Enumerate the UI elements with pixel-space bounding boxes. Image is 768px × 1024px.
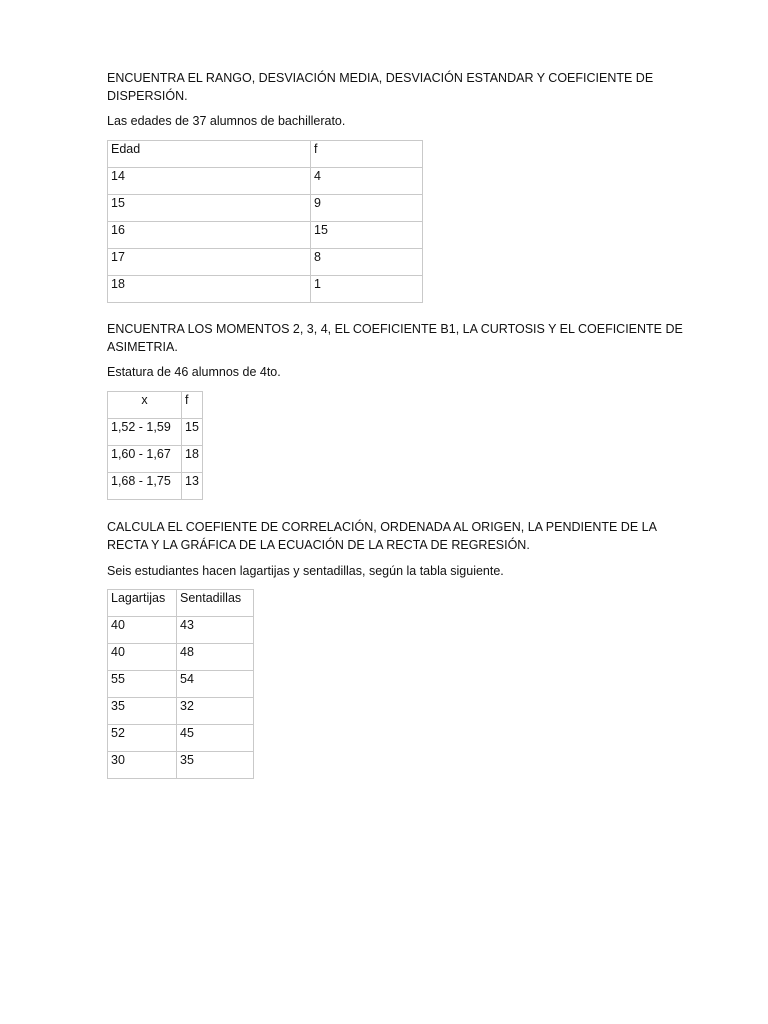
table-cell: 14: [108, 168, 311, 195]
table-cell: 1,52 - 1,59: [108, 419, 182, 446]
table-cell: 54: [177, 671, 254, 698]
table-cell: 18: [182, 446, 203, 473]
table-cell: 15: [108, 195, 311, 222]
table-cell: 35: [108, 698, 177, 725]
table-row: [108, 752, 254, 779]
table-cell: 15: [182, 419, 203, 446]
table-cell: 52: [108, 725, 177, 752]
table-cell: 17: [108, 249, 311, 276]
heights-table: [107, 391, 203, 500]
table-cell: 30: [108, 752, 177, 779]
section3-caption: Seis estudiantes hacen lagartijas y sentadillas, según la tabla siguiente.: [107, 564, 504, 578]
table-row: [108, 419, 203, 446]
table-row: [108, 473, 203, 500]
table-cell: 16: [108, 222, 311, 249]
table-row: [108, 222, 423, 249]
table-cell: 48: [177, 644, 254, 671]
table-header-row: [108, 141, 423, 168]
table-row: [108, 195, 423, 222]
table-row: [108, 671, 254, 698]
table-cell: 1: [311, 276, 423, 303]
table-header-cell: f: [182, 392, 203, 419]
table-cell: 35: [177, 752, 254, 779]
table-cell: 15: [311, 222, 423, 249]
table-cell: 1,68 - 1,75: [108, 473, 182, 500]
table-header-cell: Edad: [108, 141, 311, 168]
table-cell: 40: [108, 644, 177, 671]
table-row: [108, 249, 423, 276]
table-cell: 18: [108, 276, 311, 303]
table-header-cell: Sentadillas: [177, 590, 254, 617]
table-cell: 9: [311, 195, 423, 222]
table-header-cell: Lagartijas: [108, 590, 177, 617]
section3-heading: CALCULA EL COEFIENTE DE CORRELACIÓN, ORDENADA AL ORIGEN, LA PENDIENTE DE LA RECTA Y LA GRÁFICA DE LA ECUACIÓN DE LA RECTA DE REGRESIÓN.: [107, 520, 657, 552]
table-cell: 40: [108, 617, 177, 644]
table-cell: 32: [177, 698, 254, 725]
section2-heading: ENCUENTRA LOS MOMENTOS 2, 3, 4, EL COEFICIENTE B1, LA CURTOSIS Y EL COEFICIENTE DE ASIMETRIA.: [107, 322, 683, 354]
table-row: [108, 617, 254, 644]
section2-caption: Estatura de 46 alumnos de 4to.: [107, 365, 281, 379]
table-row: [108, 168, 423, 195]
exercise-table: [107, 589, 254, 779]
table-row: [108, 725, 254, 752]
table-row: [108, 276, 423, 303]
table-cell: 13: [182, 473, 203, 500]
table-cell: 43: [177, 617, 254, 644]
section1-heading: ENCUENTRA EL RANGO, DESVIACIÓN MEDIA, DESVIACIÓN ESTANDAR Y COEFICIENTE DE DISPERSIÓN.: [107, 71, 654, 103]
table-header-cell: f: [311, 141, 423, 168]
table-cell: 1,60 - 1,67: [108, 446, 182, 473]
table-row: [108, 644, 254, 671]
table-row: [108, 698, 254, 725]
section1-caption: Las edades de 37 alumnos de bachillerato.: [107, 114, 346, 128]
ages-table: [107, 140, 423, 303]
table-cell: 45: [177, 725, 254, 752]
table-cell: 4: [311, 168, 423, 195]
table-cell: 55: [108, 671, 177, 698]
table-header-row: [108, 590, 254, 617]
table-row: [108, 446, 203, 473]
table-header-row: [108, 392, 203, 419]
table-cell: 8: [311, 249, 423, 276]
table-header-cell: x: [108, 392, 182, 419]
